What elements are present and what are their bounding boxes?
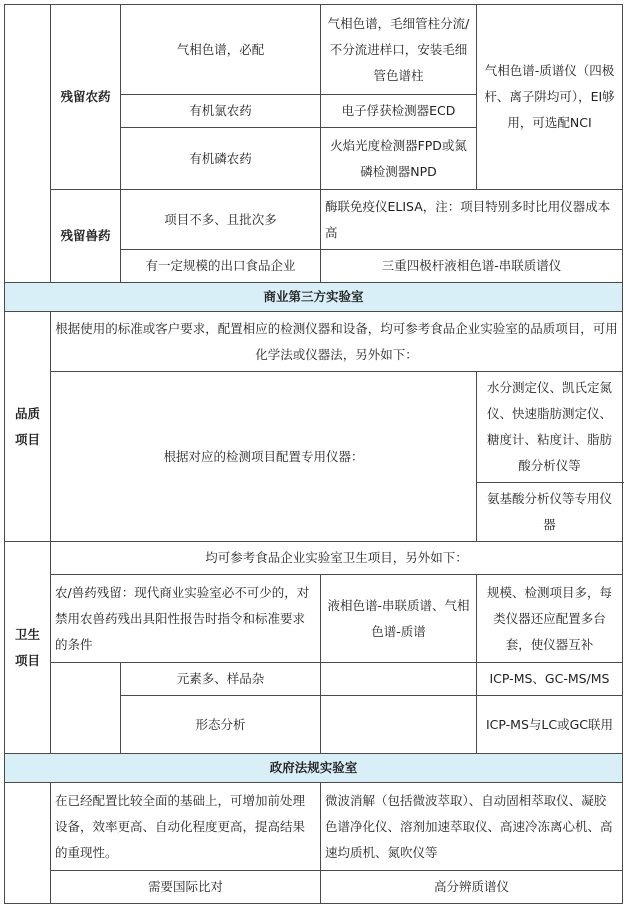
- gc-injector-cell: 气相色谱，毛细管柱分流/不分流进样口，安装毛细管色谱柱: [321, 5, 477, 95]
- table-row: [5, 754, 623, 783]
- quality-instruments-cell: 水分测定仪、凯氏定氮仪、快速脂肪测定仪、糖度计、粘度计、脂肪酸分析仪等: [477, 372, 623, 483]
- lcmsms-cell: 三重四极杆液相色谱-串联质谱仪: [321, 250, 623, 283]
- hygiene-desc-cell: 均可参考食品企业实验室卫生项目，另外如下：: [51, 542, 623, 575]
- base-desc-cell: 在已经配置比较全面的基础上，可增加前处理设备，效率更高、自动化程度更高，提高结果的重现性。: [51, 783, 321, 871]
- ecd-cell: 电子俘获检测器ECD: [321, 95, 477, 128]
- table-row: [5, 372, 623, 483]
- elisa-cell: 酶联免疫仪ELISA，注：项目特别多时比用仪器成本高: [321, 190, 623, 250]
- commercial-lab-header: 商业第三方实验室: [5, 283, 623, 312]
- empty-cell: [321, 696, 477, 754]
- table-row: [5, 663, 623, 696]
- table-row: [5, 5, 623, 95]
- intl-compare-cell: 需要国际比对: [51, 871, 321, 904]
- empty-cell: [321, 663, 477, 696]
- quality-config-cell: 根据对应的检测项目配置专用仪器：: [51, 372, 477, 542]
- table-row: [5, 871, 623, 904]
- residue-category-cell: [5, 5, 51, 283]
- icpms-lc-gc-cell: ICP-MS与LC或GC联用: [477, 696, 623, 754]
- vet-residue-label: 残留兽药: [51, 190, 121, 283]
- quality-items-label: 品质项目: [5, 312, 51, 542]
- table-row: [5, 283, 623, 312]
- pretreatment-cell: 微波消解（包括微波萃取）、自动固相萃取仪、凝胶色谱净化仪、溶剂加速萃取仪、高速冷冻离心机、高速均质机、氮吹仪等: [321, 783, 623, 871]
- empty-cell: [5, 783, 51, 904]
- organochlorine-cell: 有机氯农药: [121, 95, 321, 128]
- scale-note-cell: 规模、检测项目多，每类仪器还应配置多台套，使仪器互补: [477, 575, 623, 663]
- elements-cell: 元素多、样品杂: [121, 663, 321, 696]
- residue-desc-cell: 农/兽药残留：现代商业实验室必不可少的，对禁用农兽药残出具阳性报告时指令和标准要求的条件: [51, 575, 321, 663]
- gcms-note-cell: 气相色谱-质谱仪（四极杆、离子阱均可），EI够用，可选配NCI: [477, 5, 623, 190]
- export-enterprise-cell: 有一定规模的出口食品企业: [121, 250, 321, 283]
- empty-cell: [51, 663, 121, 754]
- quality-desc-cell: 根据使用的标准或客户要求，配置相应的检测仪器和设备，均可参考食品企业实验室的品质项目，可用化学法或仪器法，另外如下：: [51, 312, 623, 372]
- lab-equipment-table: [4, 4, 623, 904]
- gc-required-cell: 气相色谱，必配: [121, 5, 321, 95]
- table-row: [5, 190, 623, 250]
- hygiene-items-label: 卫生项目: [5, 542, 51, 754]
- pesticide-residue-label: 残留农药: [51, 5, 121, 190]
- amino-acid-cell: 氨基酸分析仪等专用仪器: [477, 483, 623, 542]
- few-items-cell: 项目不多、且批次多: [121, 190, 321, 250]
- organophosphorus-cell: 有机磷农药: [121, 128, 321, 190]
- table-row: [5, 575, 623, 663]
- table-row: [5, 312, 623, 372]
- icpms-gcmsms-cell: ICP-MS、GC-MS/MS: [477, 663, 623, 696]
- table-row: [5, 542, 623, 575]
- speciation-cell: 形态分析: [121, 696, 321, 754]
- fpd-npd-cell: 火焰光度检测器FPD或氮磷检测器NPD: [321, 128, 477, 190]
- table-row: [5, 783, 623, 871]
- lcms-gcms-cell: 液相色谱-串联质谱、气相色谱-质谱: [321, 575, 477, 663]
- hrms-cell: 高分辨质谱仪: [321, 871, 623, 904]
- government-lab-header: 政府法规实验室: [5, 754, 623, 783]
